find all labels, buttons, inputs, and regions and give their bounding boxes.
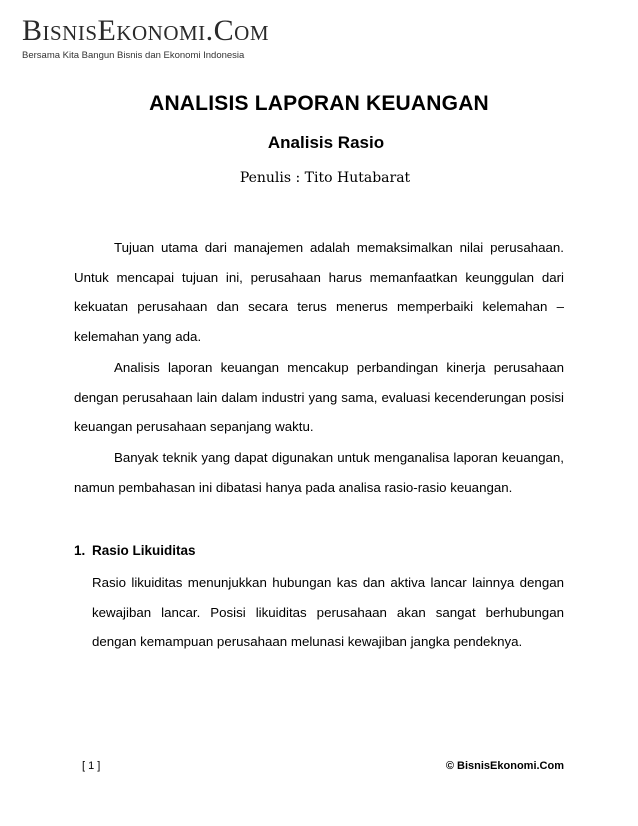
site-logo <box>22 14 422 61</box>
paragraph-3: Banyak teknik yang dapat digunakan untuk menganalisa laporan keuangan, namun pembahasan ini dibatasi hanya pada analisa rasio-rasio keuangan. <box>74 450 564 495</box>
logo-text: BisnisEkonomi.Com <box>22 14 270 47</box>
section-title: Rasio Likuiditas <box>92 543 196 558</box>
document-author: Penulis : Tito Hutabarat <box>239 170 411 186</box>
footer-copyright: © BisnisEkonomi.Com <box>445 760 564 772</box>
logo-tagline: Bersama Kita Bangun Bisnis dan Ekonomi Indonesia <box>22 50 245 61</box>
document-subtitle: Analisis Rasio <box>267 133 385 152</box>
section-body-likuiditas: Rasio likuiditas menunjukkan hubungan kas dan aktiva lancar lainnya dengan kewajiban lancar. Posisi likuiditas perusahaan akan sangat berhubungan dengan kemampuan perusahaan melunasi kewajiban jangka pendeknya. <box>92 575 564 649</box>
paragraph-2: Analisis laporan keuangan mencakup perbandingan kinerja perusahaan dengan perusahaan lain dalam industri yang sama, evaluasi kecenderungan posisi keuangan perusahaan sepanjang waktu. <box>74 360 564 434</box>
paragraph-1: Tujuan utama dari manajemen adalah memaksimalkan nilai perusahaan. Untuk mencapai tujuan ini, perusahaan harus memanfaatkan keunggulan dari kekuatan perusahaan dan secara terus menerus memperbaiki kelemahan – kelemahan yang ada. <box>74 240 564 344</box>
page-number: [ 1 ] <box>82 760 101 772</box>
section-number: 1. <box>74 543 86 558</box>
document-title: ANALISIS LAPORAN KEUANGAN <box>149 92 489 115</box>
section-heading-likuiditas <box>74 543 196 558</box>
